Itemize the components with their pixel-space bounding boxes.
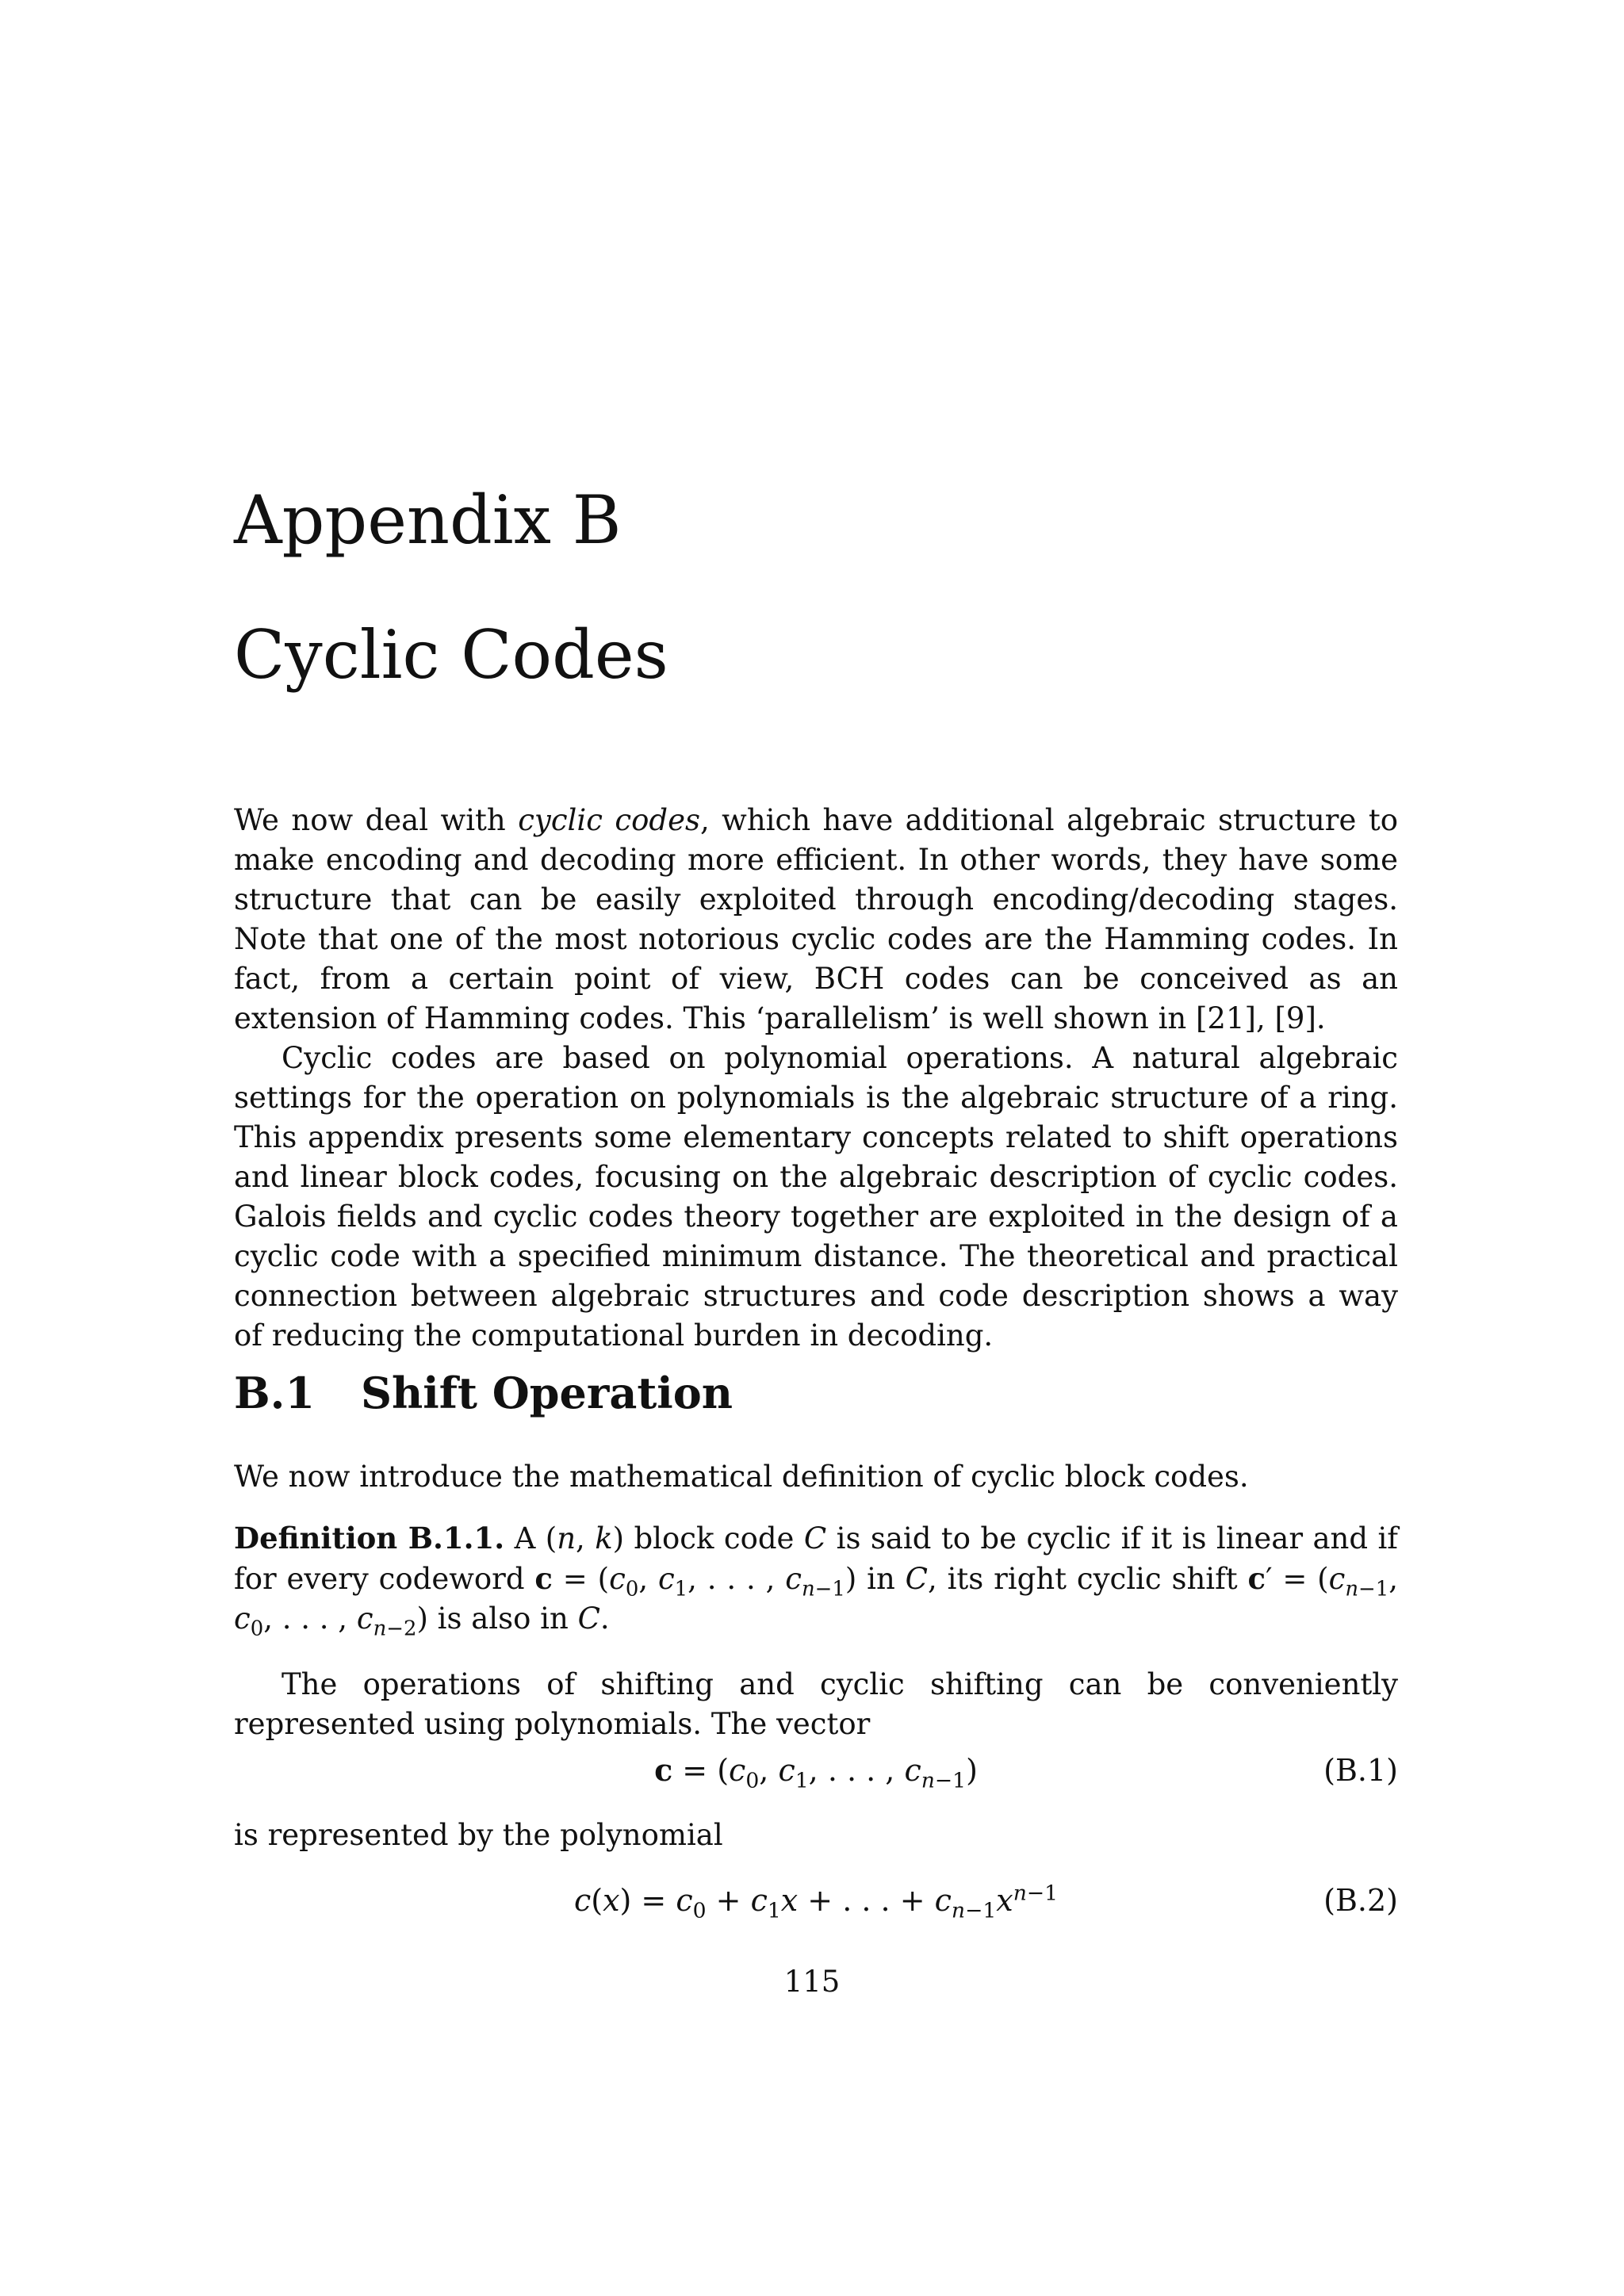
math-codeword-c: c [1247,1561,1266,1596]
equation-b1-body: $c = (c_0$, $c_1$, . . . , $c_{n-1}$) [654,1752,978,1793]
definition-text: ) in [845,1562,906,1596]
section-title: Shift Operation [361,1368,733,1418]
section-lead-paragraph: We now introduce the mathematical definition of cyclic block codes. [234,1460,1249,1494]
definition-text: ) block code [612,1521,804,1556]
math-k: k [595,1521,613,1556]
definition-block: Definition B.1.1. A (n, k) block code C is said to be cyclic if it is linear and if for every codeword $c = (c_0$, $c_1$, . . . , $c_{n-1}$) in C, its right cyclic shift $c' = (c_{n-1}$, $c_0$, . . . , $c_{n-2}$) is also in C. [234,1521,1398,1641]
definition-text: . [599,1601,610,1636]
definition-text: , its right cyclic shift [927,1562,1248,1596]
intro-text-start: We now deal with [234,803,519,837]
math-code-C: C [803,1521,827,1556]
intro-paragraph-1 [234,801,1398,1039]
definition-text: = ( [552,1562,610,1596]
math-codeword-c: c [534,1561,553,1596]
chapter-label: Appendix B [234,481,622,559]
equation-b1 [234,1751,1398,1793]
math-n: n [557,1521,576,1556]
definition-text: is said to be cyclic if it is linear and if for every codeword [234,1521,1398,1596]
chapter-title: Cyclic Codes [234,616,668,694]
equation-b2-body: $c(x) = c_0 + c_1x$ + . . . + $c_{n-1}x^{n-1}$ [573,1881,1059,1923]
math-code-C: C [577,1601,600,1636]
definition-text: ) is also in [416,1601,578,1636]
equation-number-b2: (B.2) [1323,1883,1398,1918]
definition-text: A ( [504,1521,557,1556]
math-code-C: C [905,1562,928,1596]
operations-paragraph: The operations of shifting and cyclic shifting can be conveniently represented using polynomials. The vector [234,1667,1398,1741]
equation-b2 [234,1881,1398,1923]
intro-paragraph-2: Cyclic codes are based on polynomial operations. A natural algebraic settings for the operation on polynomials is the algebraic structure of a ring. This appendix presents some elementary concepts related to shift operations and linear block codes, focusing on the algebraic description of cyclic codes. Galois fields and cyclic codes theory together are exploited in the design of a cyclic code with a specified minimum distance. The theoretical and practical connection between algebraic structures and code description shows a way of reducing the computational burden in decoding. [234,1041,1398,1353]
section-number: B.1 [234,1368,316,1418]
intro-text-rest: , which have additional algebraic structure to make encoding and decoding more efficient. In other words, they have some structure that can be easily exploited through encoding/decoding stages. Note that one of the most notorious cyclic codes are the Hamming codes. In fact, from a certain point of view, BCH codes can be conceived as an extension of Hamming codes. This ‘parallelism’ is well shown in [21], [9]. [234,803,1398,1035]
page-number: 115 [783,1965,841,1999]
equation-number-b1: (B.1) [1323,1753,1398,1788]
definition-label: Definition B.1.1. [234,1521,505,1556]
definition-text: , [576,1521,596,1556]
definition-text: ′ = ( [1266,1562,1329,1596]
represented-paragraph: is represented by the polynomial [234,1818,723,1852]
intro-emphasis: cyclic codes [518,803,700,837]
section-heading [234,1368,733,1418]
